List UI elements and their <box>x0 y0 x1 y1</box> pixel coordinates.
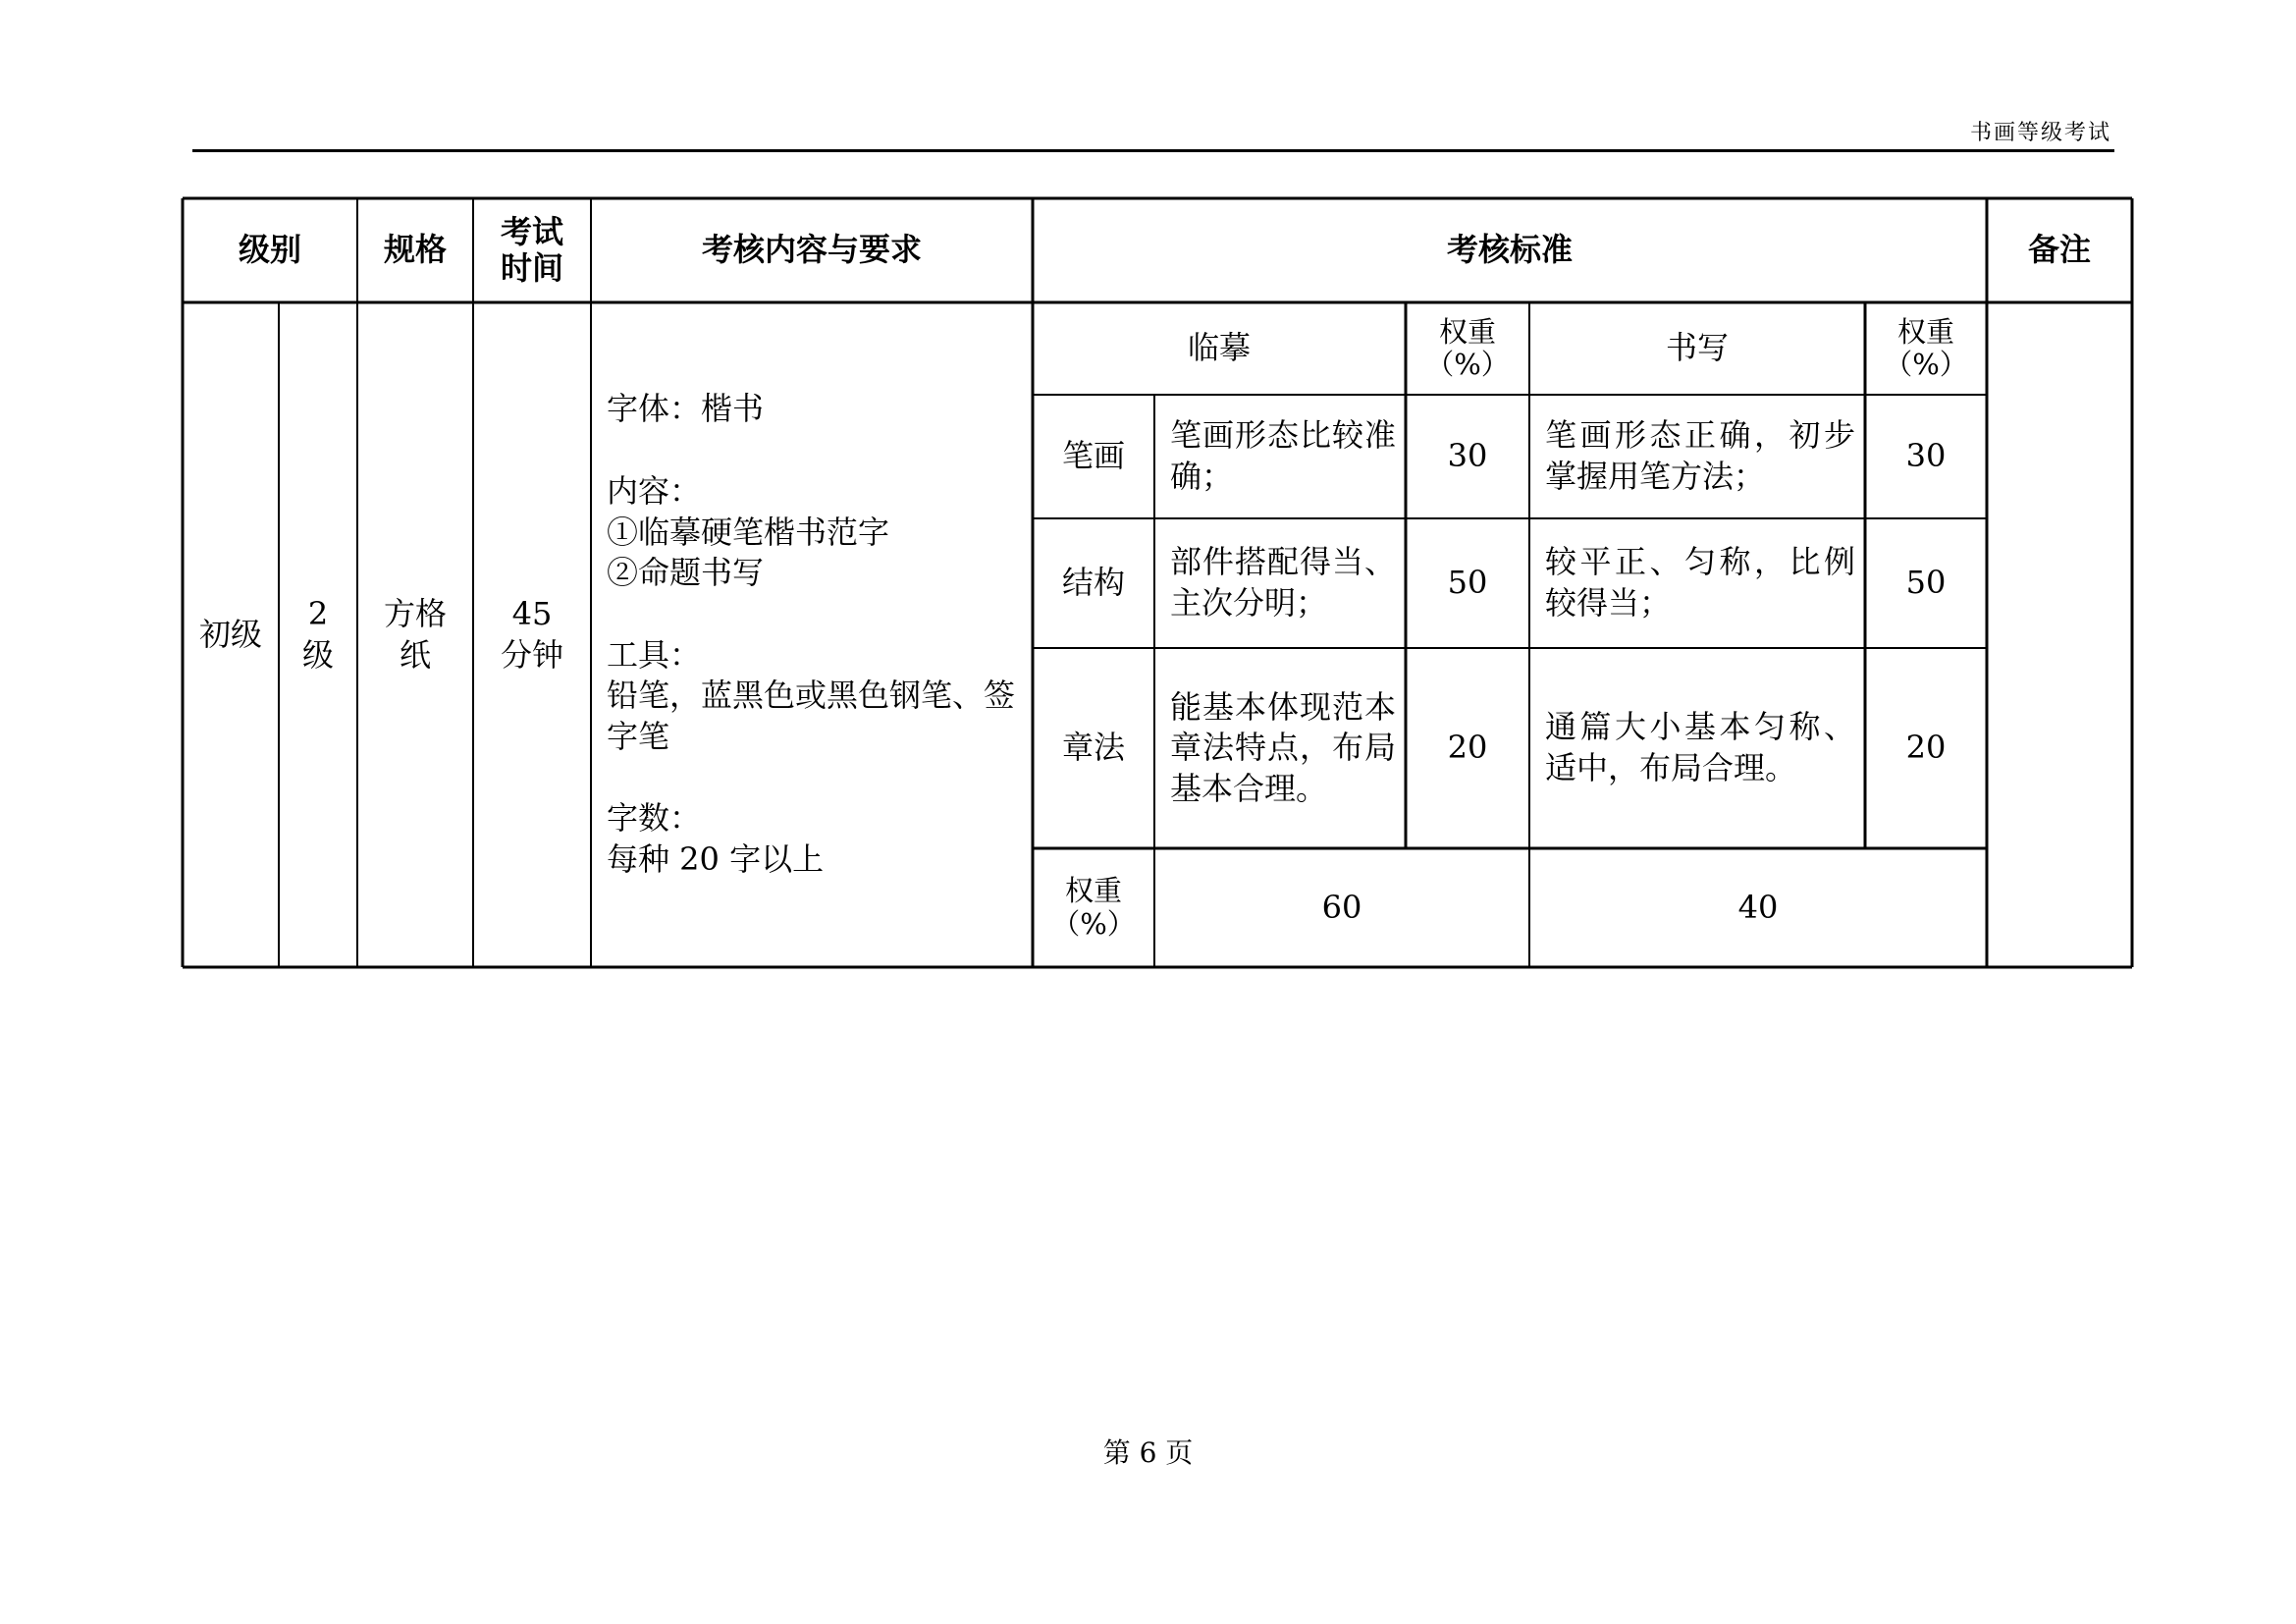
criterion-writing-weight-structure: 50 <box>1905 564 1947 602</box>
subheader-writing-weight-line-1: 权重 <box>1896 314 1954 349</box>
criterion-writing-stroke <box>1529 395 1865 518</box>
criterion-name-composition: 章法 <box>1061 729 1125 767</box>
content-cell <box>591 302 1033 967</box>
page-number: 第 6 页 <box>1102 1436 1194 1469</box>
time-line-2: 分钟 <box>500 635 563 674</box>
criterion-name-stroke: 笔画 <box>1061 437 1125 475</box>
header-level: 级别 <box>238 231 301 269</box>
spec-cell <box>357 302 473 967</box>
content-label: 内容： <box>607 471 702 510</box>
tools-text: 铅笔，蓝黑色或黑色钢笔、签字笔 <box>607 677 1016 755</box>
criterion-copy-structure-text: 部件搭配得当、主次分明； <box>1170 543 1396 622</box>
criterion-copy-structure <box>1154 518 1406 648</box>
total-weight-copy: 60 <box>1321 888 1362 926</box>
criterion-writing-structure-text: 较平正、匀称，比例较得当； <box>1545 543 1855 622</box>
subheader-copy: 临摹 <box>1187 329 1251 367</box>
level-cell: 初级 <box>198 615 262 653</box>
criterion-copy-weight-stroke: 30 <box>1447 437 1488 475</box>
header-standard: 考核标准 <box>1446 231 1573 269</box>
criterion-copy-composition <box>1154 648 1406 848</box>
criterion-writing-stroke-text: 笔画形态正确，初步掌握用笔方法； <box>1545 416 1855 495</box>
criterion-copy-stroke-text: 笔画形态比较准确； <box>1170 416 1396 495</box>
count-text: 每种 20 字以上 <box>607 840 825 879</box>
subheader-writing: 书写 <box>1665 329 1729 367</box>
criterion-copy-composition-text: 能基本体现范本章法特点，布局基本合理。 <box>1170 687 1396 807</box>
criterion-copy-weight-composition: 20 <box>1447 729 1488 767</box>
grade-line-2: 级 <box>301 635 334 674</box>
count-label: 字数： <box>607 799 702 838</box>
header-title: 书画等级考试 <box>1969 121 2111 145</box>
header-remarks: 备注 <box>2027 231 2091 269</box>
grade-line-1: 2 <box>307 594 329 632</box>
total-weight-writing: 40 <box>1737 888 1779 926</box>
criterion-writing-composition <box>1529 648 1865 848</box>
criterion-name-structure: 结构 <box>1061 564 1125 602</box>
tools-label: 工具： <box>607 635 702 674</box>
criterion-writing-weight-stroke: 30 <box>1905 437 1947 475</box>
subheader-copy-weight-line-2: （%） <box>1425 348 1510 381</box>
total-weight-label-line-2: （%） <box>1051 906 1136 941</box>
criterion-writing-composition-text: 通篇大小基本匀称、适中，布局合理。 <box>1545 708 1855 786</box>
header-time-line-1: 考试 <box>500 213 563 251</box>
criterion-writing-weight-composition: 20 <box>1905 729 1947 767</box>
header-time <box>473 198 591 302</box>
content-item-1: ①临摹硬笔楷书范字 <box>607 513 890 551</box>
time-cell <box>473 302 591 967</box>
subheader-copy-weight <box>1406 302 1529 395</box>
header-content: 考核内容与要求 <box>701 231 922 269</box>
criterion-copy-stroke <box>1154 395 1406 518</box>
remarks-cell <box>1987 302 2132 967</box>
content-font: 字体：楷书 <box>607 390 765 428</box>
criterion-writing-structure <box>1529 518 1865 648</box>
total-weight-label-line-1: 权重 <box>1064 874 1122 908</box>
subheader-writing-weight <box>1865 302 1987 395</box>
spec-line-2: 纸 <box>399 635 431 674</box>
content-block <box>607 389 1023 880</box>
header-time-line-2: 时间 <box>500 249 563 287</box>
content-item-2: ②命题书写 <box>607 554 765 592</box>
subheader-copy-weight-line-1: 权重 <box>1438 314 1496 349</box>
total-weight-label <box>1033 848 1154 967</box>
grade-cell <box>279 302 357 967</box>
header-spec: 规格 <box>383 231 447 269</box>
criterion-copy-weight-structure: 50 <box>1447 564 1488 602</box>
time-line-1: 45 <box>511 594 553 632</box>
subheader-writing-weight-line-2: （%） <box>1884 348 1968 381</box>
spec-line-1: 方格 <box>383 594 447 632</box>
